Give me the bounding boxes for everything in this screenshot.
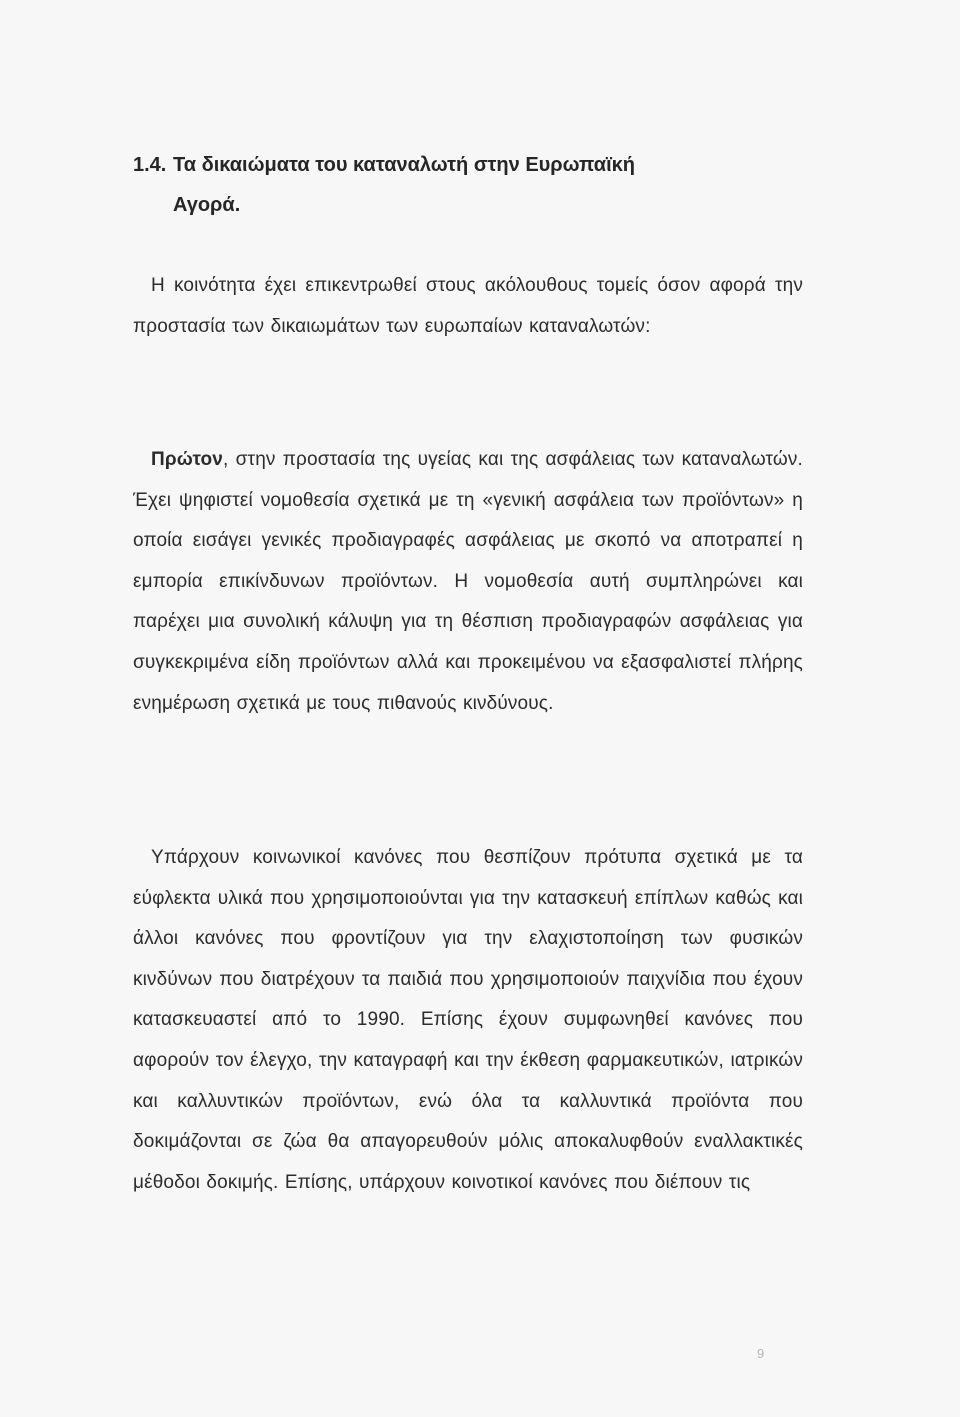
intro-paragraph: Η κοινότητα έχει επικεντρωθεί στους ακόλουθους τομείς όσον αφορά την προστασία των δικαιωμάτων των ευρωπαίων καταναλωτών: (133, 275, 803, 337)
first-point-paragraph (133, 440, 803, 724)
section-title-line1: Τα δικαιώματα του καταναλωτή στην Ευρωπαϊκή (173, 154, 635, 176)
page-number: 9 (757, 1346, 765, 1361)
section-number: 1.4. (133, 154, 167, 176)
rules-paragraph: Υπάρχουν κοινωνικοί κανόνες που θεσπίζουν πρότυπα σχετικά με τα εύφλεκτα υλικά που χρησιμοποιούνται για την κατασκευή επίπλων καθώς και άλλοι κανόνες που φροντίζουν για την ελαχιστοποίηση των φυσικών κινδύνων που διατρέχουν τα παιδιά που χρησιμοποιούν παιχνίδια που έχουν κατασκευαστεί από το 1990. Επίσης έχουν συμφωνηθεί κανόνες που αφορούν τον έλεγχο, την καταγραφή και την έκθεση φαρμακευτικών, ιατρικών και καλλυντικών προϊόντων, ενώ όλα τα καλλυντικά προϊόντα που δοκιμάζονται σε ζώα θα απαγορευθούν μόλις αποκαλυφθούν εναλλακτικές μέθοδοι δοκιμής. Επίσης, υπάρχουν κοινοτικοί κανόνες που διέπουν τις (133, 847, 803, 1193)
first-point-lead: Πρώτον (151, 449, 224, 470)
section-heading (133, 145, 773, 225)
first-point-text: , στην προστασία της υγείας και της ασφάλειας των καταναλωτών. Έχει ψηφιστεί νομοθεσία σχετικά με τη «γενική ασφάλεια των προϊόντων» η οποία εισάγει γενικές προδιαγραφές ασφάλειας με σκοπό να αποτραπεί η εμπορία επικίνδυνων προϊόντων. Η νομοθεσία αυτή συμπληρώνει και παρέχει μια συνολική κάλυψη για τη θέσπιση προδιαγραφών ασφάλειας για συγκεκριμένα είδη προϊόντων αλλά και προκειμένου να εξασφαλιστεί πλήρης ενημέρωση σχετικά με τους πιθανούς κινδύνους. (133, 449, 803, 714)
section-title-line2: Αγορά. (173, 194, 241, 216)
